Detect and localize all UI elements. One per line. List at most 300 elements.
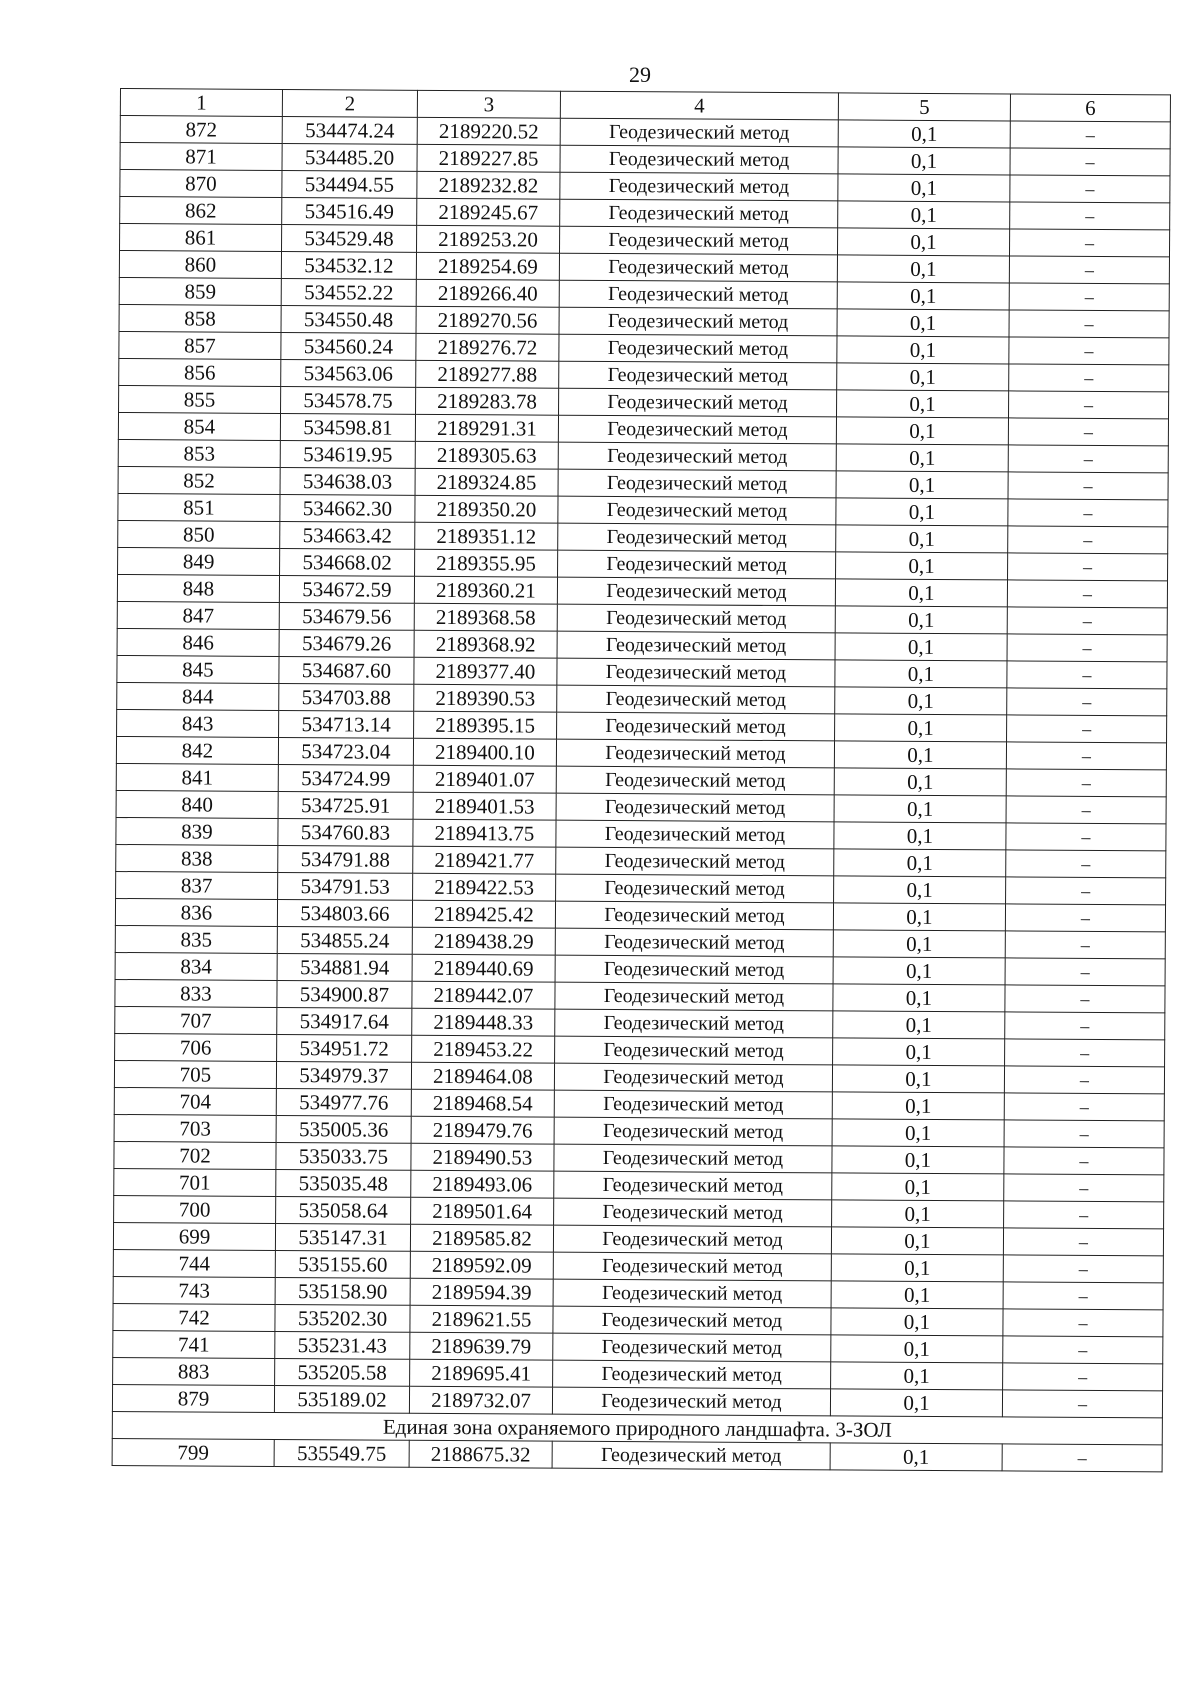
accuracy-cell: 0,1 <box>838 147 1010 175</box>
method-cell: Геодезический метод <box>555 928 833 957</box>
accuracy-cell: 0,1 <box>830 1389 1002 1417</box>
note-cell: – <box>1005 1039 1165 1067</box>
point-number-cell: 871 <box>120 143 282 171</box>
note-cell: – <box>1008 445 1168 473</box>
point-number-cell: 857 <box>119 331 281 359</box>
point-number-cell: 744 <box>113 1249 275 1277</box>
x-coordinate-cell: 534598.81 <box>280 413 415 441</box>
x-coordinate-cell: 534917.64 <box>277 1007 412 1035</box>
x-coordinate-cell: 535033.75 <box>276 1142 411 1170</box>
x-coordinate-cell: 534977.76 <box>276 1088 411 1116</box>
y-coordinate-cell: 2189355.95 <box>415 549 558 577</box>
accuracy-cell: 0,1 <box>834 741 1006 769</box>
y-coordinate-cell: 2189390.53 <box>414 684 557 712</box>
method-cell: Геодезический метод <box>556 793 834 822</box>
accuracy-cell: 0,1 <box>837 390 1009 418</box>
note-cell: – <box>1002 1390 1162 1418</box>
note-cell: – <box>1006 769 1166 797</box>
point-number-cell: 799 <box>112 1438 274 1466</box>
method-cell: Геодезический метод <box>559 226 837 255</box>
y-coordinate-cell: 2189732.07 <box>409 1386 552 1414</box>
method-cell: Геодезический метод <box>552 1387 830 1416</box>
y-coordinate-cell: 2189422.53 <box>413 873 556 901</box>
x-coordinate-cell: 534881.94 <box>277 953 412 981</box>
method-cell: Геодезический метод <box>559 334 837 363</box>
note-cell: – <box>1008 418 1168 446</box>
note-cell: – <box>1006 823 1166 851</box>
y-coordinate-cell: 2189270.56 <box>416 306 559 334</box>
method-cell: Геодезический метод <box>558 523 836 552</box>
method-cell: Геодезический метод <box>556 820 834 849</box>
y-coordinate-cell: 2189621.55 <box>410 1305 553 1333</box>
accuracy-cell: 0,1 <box>836 444 1008 472</box>
note-cell: – <box>1007 715 1167 743</box>
x-coordinate-cell: 534560.24 <box>281 332 416 360</box>
note-cell: – <box>1009 337 1169 365</box>
note-cell: – <box>1008 499 1168 527</box>
method-cell: Геодезический метод <box>554 1117 832 1146</box>
accuracy-cell: 0,1 <box>834 768 1006 796</box>
y-coordinate-cell: 2189266.40 <box>416 279 559 307</box>
accuracy-cell: 0,1 <box>831 1335 1003 1363</box>
note-cell: – <box>1005 1012 1165 1040</box>
note-cell: – <box>1007 580 1167 608</box>
y-coordinate-cell: 2189291.31 <box>415 414 558 442</box>
note-cell: – <box>1007 607 1167 635</box>
accuracy-cell: 0,1 <box>834 876 1006 904</box>
method-cell: Геодезический метод <box>555 901 833 930</box>
x-coordinate-cell: 535205.58 <box>275 1358 410 1386</box>
note-cell: – <box>1009 364 1169 392</box>
note-cell: – <box>1006 742 1166 770</box>
point-number-cell: 743 <box>113 1276 275 1304</box>
method-cell: Геодезический метод <box>555 982 833 1011</box>
x-coordinate-cell: 535058.64 <box>276 1196 411 1224</box>
method-cell: Геодезический метод <box>553 1306 831 1335</box>
x-coordinate-cell: 534532.12 <box>281 251 416 279</box>
header-cell-1: 1 <box>120 89 282 117</box>
accuracy-cell: 0,1 <box>835 606 1007 634</box>
y-coordinate-cell: 2189350.20 <box>415 495 558 523</box>
method-cell: Геодезический метод <box>559 388 837 417</box>
point-number-cell: 836 <box>115 898 277 926</box>
note-cell: – <box>1005 958 1165 986</box>
point-number-cell: 833 <box>115 979 277 1007</box>
accuracy-cell: 0,1 <box>837 363 1009 391</box>
y-coordinate-cell: 2189360.21 <box>414 576 557 604</box>
accuracy-cell: 0,1 <box>833 930 1005 958</box>
method-cell: Геодезический метод <box>560 199 838 228</box>
note-cell: – <box>1006 796 1166 824</box>
point-number-cell: 707 <box>115 1006 277 1034</box>
y-coordinate-cell: 2189479.76 <box>411 1116 554 1144</box>
method-cell: Геодезический метод <box>553 1225 831 1254</box>
y-coordinate-cell: 2189401.53 <box>413 792 556 820</box>
note-cell: – <box>1005 985 1165 1013</box>
note-cell: – <box>1002 1444 1162 1472</box>
method-cell: Геодезический метод <box>555 1036 833 1065</box>
point-number-cell: 860 <box>119 251 281 279</box>
point-number-cell: 835 <box>115 925 277 953</box>
method-cell: Геодезический метод <box>558 550 836 579</box>
x-coordinate-cell: 534803.66 <box>277 899 412 927</box>
accuracy-cell: 0,1 <box>833 903 1005 931</box>
note-cell: – <box>1010 175 1170 203</box>
note-cell: – <box>1009 229 1169 257</box>
x-coordinate-cell: 535155.60 <box>275 1250 410 1278</box>
note-cell: – <box>1009 256 1169 284</box>
point-number-cell: 861 <box>120 224 282 252</box>
point-number-cell: 872 <box>120 116 282 144</box>
accuracy-cell: 0,1 <box>833 1038 1005 1066</box>
method-cell: Геодезический метод <box>556 739 834 768</box>
accuracy-cell: 0,1 <box>835 579 1007 607</box>
point-number-cell: 851 <box>118 493 280 521</box>
point-number-cell: 699 <box>113 1222 275 1250</box>
note-cell: – <box>1004 1120 1164 1148</box>
method-cell: Геодезический метод <box>554 1144 832 1173</box>
y-coordinate-cell: 2189490.53 <box>411 1143 554 1171</box>
note-cell: – <box>1003 1228 1163 1256</box>
point-number-cell: 742 <box>113 1303 275 1331</box>
accuracy-cell: 0,1 <box>831 1308 1003 1336</box>
accuracy-cell: 0,1 <box>837 228 1009 256</box>
note-cell: – <box>1010 148 1170 176</box>
x-coordinate-cell: 534713.14 <box>279 710 414 738</box>
method-cell: Геодезический метод <box>558 442 836 471</box>
note-cell: – <box>1003 1282 1163 1310</box>
point-number-cell: 854 <box>118 412 280 440</box>
note-cell: – <box>1003 1309 1163 1337</box>
y-coordinate-cell: 2189254.69 <box>416 252 559 280</box>
point-number-cell: 834 <box>115 952 277 980</box>
y-coordinate-cell: 2189594.39 <box>410 1278 553 1306</box>
page-number: 29 <box>629 62 651 87</box>
method-cell: Геодезический метод <box>553 1252 831 1281</box>
method-cell: Геодезический метод <box>555 955 833 984</box>
method-cell: Геодезический метод <box>560 145 838 174</box>
y-coordinate-cell: 2189351.12 <box>415 522 558 550</box>
note-cell: – <box>1009 283 1169 311</box>
y-coordinate-cell: 2189368.92 <box>414 630 557 658</box>
accuracy-cell: 0,1 <box>836 471 1008 499</box>
note-cell: – <box>1004 1147 1164 1175</box>
method-cell: Геодезический метод <box>558 469 836 498</box>
table-body <box>112 89 1170 1472</box>
y-coordinate-cell: 2189453.22 <box>412 1035 555 1063</box>
x-coordinate-cell: 535202.30 <box>275 1304 410 1332</box>
x-coordinate-cell: 535005.36 <box>276 1115 411 1143</box>
y-coordinate-cell: 2189585.82 <box>410 1224 553 1252</box>
y-coordinate-cell: 2189395.15 <box>414 711 557 739</box>
y-coordinate-cell: 2189425.42 <box>412 900 555 928</box>
method-cell: Геодезический метод <box>557 712 835 741</box>
point-number-cell: 846 <box>117 628 279 656</box>
x-coordinate-cell: 535189.02 <box>274 1385 409 1413</box>
x-coordinate-cell: 534791.88 <box>278 845 413 873</box>
accuracy-cell: 0,1 <box>837 255 1009 283</box>
method-cell: Геодезический метод <box>557 685 835 714</box>
note-cell: – <box>1004 1201 1164 1229</box>
y-coordinate-cell: 2189592.09 <box>410 1251 553 1279</box>
method-cell: Геодезический метод <box>557 631 835 660</box>
point-number-cell: 845 <box>117 655 279 683</box>
accuracy-cell: 0,1 <box>831 1254 1003 1282</box>
x-coordinate-cell: 534900.87 <box>277 980 412 1008</box>
x-coordinate-cell: 534668.02 <box>280 548 415 576</box>
method-cell: Геодезический метод <box>558 415 836 444</box>
x-coordinate-cell: 534724.99 <box>278 764 413 792</box>
point-number-cell: 855 <box>119 385 281 413</box>
point-number-cell: 859 <box>119 277 281 305</box>
method-cell: Геодезический метод <box>554 1198 832 1227</box>
header-cell-5: 5 <box>838 93 1010 121</box>
point-number-cell: 849 <box>118 547 280 575</box>
y-coordinate-cell: 2189227.85 <box>417 144 560 172</box>
note-cell: – <box>1010 202 1170 230</box>
method-cell: Геодезический метод <box>553 1333 831 1362</box>
section-title: Единая зона охраняемого природного ландшафта. 3-ЗОЛ <box>112 1411 1162 1444</box>
y-coordinate-cell: 2189413.75 <box>413 819 556 847</box>
point-number-cell: 847 <box>117 601 279 629</box>
method-cell: Геодезический метод <box>554 1171 832 1200</box>
note-cell: – <box>1007 688 1167 716</box>
method-cell: Геодезический метод <box>558 496 836 525</box>
note-cell: – <box>1006 877 1166 905</box>
accuracy-cell: 0,1 <box>836 417 1008 445</box>
note-cell: – <box>1004 1066 1164 1094</box>
y-coordinate-cell: 2189276.72 <box>416 333 559 361</box>
accuracy-cell: 0,1 <box>832 1200 1004 1228</box>
accuracy-cell: 0,1 <box>835 687 1007 715</box>
point-number-cell: 841 <box>116 763 278 791</box>
point-number-cell: 870 <box>120 170 282 198</box>
accuracy-cell: 0,1 <box>833 957 1005 985</box>
y-coordinate-cell: 2189501.64 <box>411 1197 554 1225</box>
accuracy-cell: 0,1 <box>832 1065 1004 1093</box>
point-number-cell: 879 <box>112 1384 274 1412</box>
y-coordinate-cell: 2189464.08 <box>411 1062 554 1090</box>
accuracy-cell: 0,1 <box>831 1362 1003 1390</box>
point-number-cell: 705 <box>114 1060 276 1088</box>
y-coordinate-cell: 2189245.67 <box>417 198 560 226</box>
point-number-cell: 883 <box>113 1357 275 1385</box>
header-cell-4: 4 <box>560 91 838 120</box>
y-coordinate-cell: 2189468.54 <box>411 1089 554 1117</box>
x-coordinate-cell: 534855.24 <box>277 926 412 954</box>
y-coordinate-cell: 2188675.32 <box>409 1440 552 1468</box>
accuracy-cell: 0,1 <box>835 660 1007 688</box>
accuracy-cell: 0,1 <box>834 849 1006 877</box>
x-coordinate-cell: 534979.37 <box>276 1061 411 1089</box>
accuracy-cell: 0,1 <box>836 552 1008 580</box>
x-coordinate-cell: 535035.48 <box>276 1169 411 1197</box>
section-table-row <box>112 1438 1162 1471</box>
note-cell: – <box>1008 553 1168 581</box>
x-coordinate-cell: 534672.59 <box>279 575 414 603</box>
x-coordinate-cell: 534494.55 <box>282 170 417 198</box>
point-number-cell: 702 <box>114 1141 276 1169</box>
point-number-cell: 839 <box>116 817 278 845</box>
accuracy-cell: 0,1 <box>836 498 1008 526</box>
point-number-cell: 856 <box>119 358 281 386</box>
x-coordinate-cell: 534687.60 <box>279 656 414 684</box>
accuracy-cell: 0,1 <box>837 282 1009 310</box>
x-coordinate-cell: 534951.72 <box>277 1034 412 1062</box>
method-cell: Геодезический метод <box>555 1009 833 1038</box>
note-cell: – <box>1008 526 1168 554</box>
accuracy-cell: 0,1 <box>832 1173 1004 1201</box>
x-coordinate-cell: 534662.30 <box>280 494 415 522</box>
note-cell: – <box>1008 472 1168 500</box>
x-coordinate-cell: 534550.48 <box>281 305 416 333</box>
y-coordinate-cell: 2189440.69 <box>412 954 555 982</box>
accuracy-cell: 0,1 <box>833 984 1005 1012</box>
x-coordinate-cell: 534516.49 <box>282 197 417 225</box>
note-cell: – <box>1004 1174 1164 1202</box>
accuracy-cell: 0,1 <box>834 822 1006 850</box>
x-coordinate-cell: 535147.31 <box>275 1223 410 1251</box>
x-coordinate-cell: 534552.22 <box>281 278 416 306</box>
accuracy-cell: 0,1 <box>837 309 1009 337</box>
note-cell: – <box>1005 904 1165 932</box>
point-number-cell: 858 <box>119 304 281 332</box>
x-coordinate-cell: 534529.48 <box>282 224 417 252</box>
y-coordinate-cell: 2189493.06 <box>411 1170 554 1198</box>
method-cell: Геодезический метод <box>553 1360 831 1389</box>
point-number-cell: 837 <box>116 871 278 899</box>
accuracy-cell: 0,1 <box>838 120 1010 148</box>
y-coordinate-cell: 2189377.40 <box>414 657 557 685</box>
point-number-cell: 862 <box>120 197 282 225</box>
method-cell: Геодезический метод <box>556 874 834 903</box>
point-number-cell: 703 <box>114 1114 276 1142</box>
method-cell: Геодезический метод <box>553 1279 831 1308</box>
method-cell: Геодезический метод <box>557 658 835 687</box>
y-coordinate-cell: 2189442.07 <box>412 981 555 1009</box>
x-coordinate-cell: 534485.20 <box>282 143 417 171</box>
y-coordinate-cell: 2189305.63 <box>415 441 558 469</box>
point-number-cell: 701 <box>114 1168 276 1196</box>
header-cell-6: 6 <box>1010 94 1170 122</box>
y-coordinate-cell: 2189232.82 <box>417 171 560 199</box>
accuracy-cell: 0,1 <box>835 633 1007 661</box>
point-number-cell: 843 <box>117 709 279 737</box>
accuracy-cell: 0,1 <box>831 1281 1003 1309</box>
accuracy-cell: 0,1 <box>838 201 1010 229</box>
y-coordinate-cell: 2189421.77 <box>413 846 556 874</box>
x-coordinate-cell: 534703.88 <box>279 683 414 711</box>
x-coordinate-cell: 534578.75 <box>281 386 416 414</box>
coordinates-table <box>112 88 1171 1472</box>
point-number-cell: 741 <box>113 1330 275 1358</box>
method-cell: Геодезический метод <box>560 172 838 201</box>
point-number-cell: 706 <box>115 1033 277 1061</box>
point-number-cell: 853 <box>118 439 280 467</box>
x-coordinate-cell: 534679.26 <box>279 629 414 657</box>
method-cell: Геодезический метод <box>554 1090 832 1119</box>
x-coordinate-cell: 534791.53 <box>278 872 413 900</box>
x-coordinate-cell: 534619.95 <box>280 440 415 468</box>
point-number-cell: 850 <box>118 520 280 548</box>
y-coordinate-cell: 2189400.10 <box>413 738 556 766</box>
accuracy-cell: 0,1 <box>831 1227 1003 1255</box>
accuracy-cell: 0,1 <box>836 525 1008 553</box>
y-coordinate-cell: 2189277.88 <box>416 360 559 388</box>
method-cell: Геодезический метод <box>556 766 834 795</box>
note-cell: – <box>1009 310 1169 338</box>
point-number-cell: 700 <box>114 1195 276 1223</box>
note-cell: – <box>1003 1255 1163 1283</box>
note-cell: – <box>1006 850 1166 878</box>
y-coordinate-cell: 2189253.20 <box>417 225 560 253</box>
y-coordinate-cell: 2189695.41 <box>410 1359 553 1387</box>
y-coordinate-cell: 2189639.79 <box>410 1332 553 1360</box>
header-cell-2: 2 <box>282 89 417 117</box>
method-cell: Геодезический метод <box>559 253 837 282</box>
x-coordinate-cell: 534638.03 <box>280 467 415 495</box>
method-cell: Геодезический метод <box>557 577 835 606</box>
accuracy-cell: 0,1 <box>832 1092 1004 1120</box>
note-cell: – <box>1003 1363 1163 1391</box>
accuracy-cell: 0,1 <box>835 714 1007 742</box>
accuracy-cell: 0,1 <box>830 1443 1002 1471</box>
point-number-cell: 848 <box>117 574 279 602</box>
x-coordinate-cell: 535231.43 <box>275 1331 410 1359</box>
y-coordinate-cell: 2189220.52 <box>417 117 560 145</box>
x-coordinate-cell: 534563.06 <box>281 359 416 387</box>
x-coordinate-cell: 534474.24 <box>282 116 417 144</box>
x-coordinate-cell: 534723.04 <box>278 737 413 765</box>
y-coordinate-cell: 2189438.29 <box>412 927 555 955</box>
x-coordinate-cell: 535549.75 <box>274 1439 409 1467</box>
method-cell: Геодезический метод <box>560 118 838 147</box>
accuracy-cell: 0,1 <box>838 174 1010 202</box>
method-cell: Геодезический метод <box>554 1063 832 1092</box>
y-coordinate-cell: 2189324.85 <box>415 468 558 496</box>
point-number-cell: 838 <box>116 844 278 872</box>
point-number-cell: 840 <box>116 790 278 818</box>
note-cell: – <box>1003 1336 1163 1364</box>
x-coordinate-cell: 535158.90 <box>275 1277 410 1305</box>
y-coordinate-cell: 2189448.33 <box>412 1008 555 1036</box>
note-cell: – <box>1010 121 1170 149</box>
y-coordinate-cell: 2189401.07 <box>413 765 556 793</box>
note-cell: – <box>1007 661 1167 689</box>
accuracy-cell: 0,1 <box>832 1146 1004 1174</box>
note-cell: – <box>1007 634 1167 662</box>
x-coordinate-cell: 534760.83 <box>278 818 413 846</box>
header-cell-3: 3 <box>417 90 560 118</box>
x-coordinate-cell: 534679.56 <box>279 602 414 630</box>
point-number-cell: 704 <box>114 1087 276 1115</box>
point-number-cell: 844 <box>117 682 279 710</box>
method-cell: Геодезический метод <box>559 280 837 309</box>
accuracy-cell: 0,1 <box>837 336 1009 364</box>
method-cell: Геодезический метод <box>552 1441 830 1470</box>
point-number-cell: 852 <box>118 466 280 494</box>
note-cell: – <box>1009 391 1169 419</box>
method-cell: Геодезический метод <box>559 307 837 336</box>
note-cell: – <box>1004 1093 1164 1121</box>
accuracy-cell: 0,1 <box>834 795 1006 823</box>
x-coordinate-cell: 534663.42 <box>280 521 415 549</box>
method-cell: Геодезический метод <box>556 847 834 876</box>
y-coordinate-cell: 2189368.58 <box>414 603 557 631</box>
accuracy-cell: 0,1 <box>832 1119 1004 1147</box>
point-number-cell: 842 <box>116 736 278 764</box>
y-coordinate-cell: 2189283.78 <box>416 387 559 415</box>
